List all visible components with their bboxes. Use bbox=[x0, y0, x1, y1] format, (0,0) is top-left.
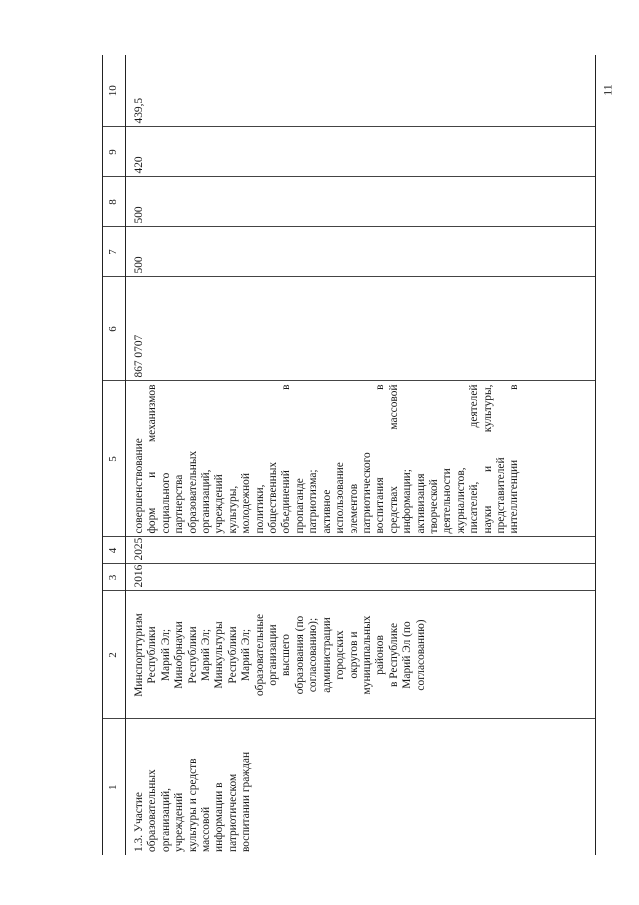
executors-line: образования (по bbox=[293, 615, 306, 695]
results-line: форм и механизмов bbox=[146, 384, 159, 534]
activity-name-line: культуры и средств bbox=[186, 758, 199, 852]
value-col-8-cell: 500 bbox=[126, 177, 596, 227]
executors-line: Минобрнауки bbox=[173, 621, 186, 689]
results-line: элементов bbox=[347, 483, 360, 534]
activity-name-line: учреждений bbox=[173, 792, 186, 852]
header-col-7: 7 bbox=[103, 227, 126, 277]
results-line: организаций, bbox=[200, 469, 213, 534]
value-col-9-cell: 420 bbox=[126, 127, 596, 177]
executors-line: муниципальных bbox=[360, 615, 373, 695]
program-table bbox=[102, 55, 596, 855]
rotated-table bbox=[102, 55, 602, 855]
results-line: активное bbox=[320, 489, 333, 534]
results-line: совершенствование bbox=[133, 438, 145, 534]
results-line: патриотического bbox=[360, 452, 373, 534]
results-line: социального bbox=[159, 472, 172, 534]
executors-line: Республики bbox=[146, 626, 159, 684]
executors-line: высшего bbox=[280, 634, 293, 676]
results-line: творческой bbox=[427, 479, 440, 534]
header-col-2: 2 bbox=[103, 591, 126, 719]
results-line: представителей bbox=[494, 457, 507, 534]
header-col-6: 6 bbox=[103, 277, 126, 381]
results-line: молодежной bbox=[240, 473, 253, 534]
results-line: учреждений bbox=[213, 474, 226, 534]
executors-line: Марий Эл (по bbox=[401, 621, 414, 689]
results-line: писателей, деятелей bbox=[468, 384, 481, 534]
results-line: пропаганде bbox=[293, 478, 306, 534]
results-line: культуры, bbox=[226, 485, 239, 534]
executors-line: Марий Эл; bbox=[159, 628, 172, 682]
executors-line: администрации bbox=[320, 617, 333, 693]
activity-name-line: патриотическом bbox=[226, 773, 239, 852]
results-line: образовательных bbox=[186, 450, 199, 534]
start-year-cell: 2016 bbox=[126, 564, 596, 591]
executors-line: Минспорттуризм bbox=[133, 613, 145, 697]
activity-name-line: 1.3. Участие bbox=[133, 792, 145, 852]
activity-name-line: массовой bbox=[200, 806, 213, 852]
executors-line: городских bbox=[334, 630, 347, 680]
activity-name-line: воспитании граждан bbox=[240, 751, 253, 852]
executors-line: организации bbox=[267, 624, 280, 686]
executors-line: округов и bbox=[347, 631, 360, 679]
value-col-10-cell: 439,5 bbox=[126, 55, 596, 127]
end-year-cell: 2025 bbox=[126, 537, 596, 564]
results-line: использование bbox=[334, 462, 347, 534]
results-line: политики, bbox=[253, 484, 266, 534]
results-line: партнерства bbox=[173, 474, 186, 534]
executors-line: Республики bbox=[186, 626, 199, 684]
executors-line: Минкультуры bbox=[213, 621, 226, 689]
results-line: активизация bbox=[414, 473, 427, 534]
header-col-5: 5 bbox=[103, 381, 126, 537]
executors-line: согласованию) bbox=[414, 619, 427, 691]
executors-line: в Республике bbox=[387, 622, 400, 688]
header-col-10: 10 bbox=[103, 55, 126, 127]
results-line: средствах массовой bbox=[387, 384, 400, 534]
executors-line: районов bbox=[374, 635, 387, 675]
header-col-1: 1 bbox=[103, 719, 126, 855]
value-col-7-cell: 500 bbox=[126, 227, 596, 277]
table-row bbox=[126, 55, 596, 855]
activity-name-cell bbox=[126, 719, 596, 855]
header-col-8: 8 bbox=[103, 177, 126, 227]
results-line: общественных bbox=[267, 461, 280, 534]
results-line: воспитания в bbox=[374, 384, 387, 534]
executors-line: Республики bbox=[226, 626, 239, 684]
results-line: информации; bbox=[401, 469, 414, 534]
executors-line: согласованию); bbox=[307, 617, 320, 693]
executors-cell bbox=[126, 591, 596, 719]
executors-line: образовательные bbox=[253, 613, 266, 697]
results-line: деятельности bbox=[441, 468, 454, 534]
page-number: 11 bbox=[600, 84, 615, 96]
header-col-3: 3 bbox=[103, 564, 126, 591]
results-line: журналистов, bbox=[454, 467, 467, 534]
header-col-9: 9 bbox=[103, 127, 126, 177]
activity-name-line: организаций, bbox=[159, 788, 172, 852]
results-line: патриотизма; bbox=[307, 469, 320, 534]
header-row bbox=[103, 55, 126, 855]
activity-name-line: образовательных bbox=[146, 769, 159, 852]
results-line: интеллигенции в bbox=[508, 384, 521, 534]
executors-line: Марий Эл; bbox=[240, 628, 253, 682]
results-line: науки и культуры, bbox=[481, 384, 494, 534]
activity-name-line: информации в bbox=[213, 782, 226, 852]
executors-line: Марий Эл; bbox=[200, 628, 213, 682]
results-line: объединений в bbox=[280, 384, 293, 534]
header-col-4: 4 bbox=[103, 537, 126, 564]
budget-code-cell: 867 0707 bbox=[126, 277, 596, 381]
expected-results-cell bbox=[126, 381, 596, 537]
